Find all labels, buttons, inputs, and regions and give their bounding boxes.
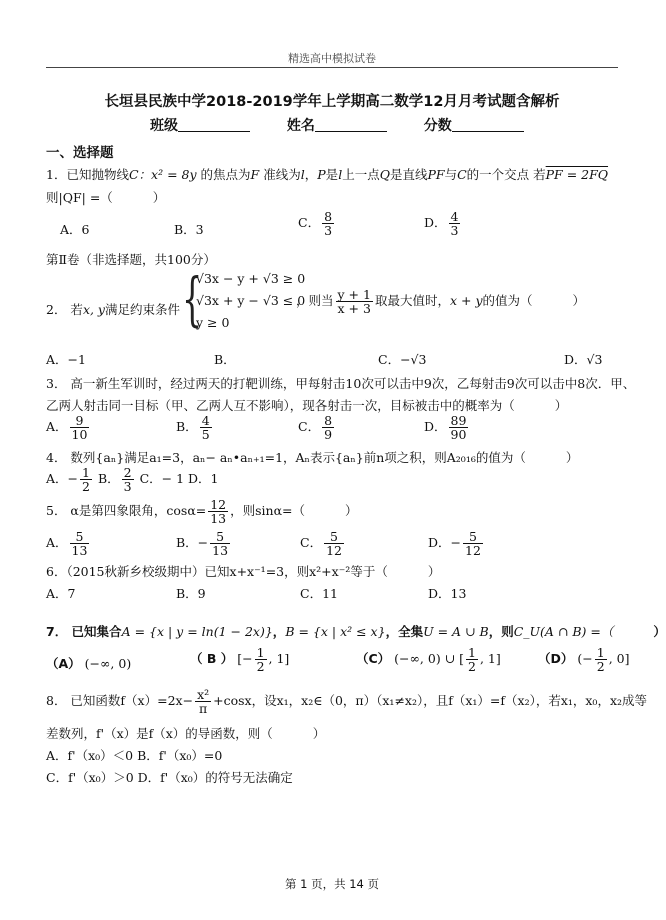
q5-option-d [428,530,485,557]
q7-d-label: （D） [538,651,574,667]
q1-option-a: A．6 [60,222,90,237]
q4-a-num: 1 [82,465,90,480]
q5-option-b [176,530,232,557]
class-blank [178,117,250,132]
q3-line2-text: 乙两人射击同一目标（甲、乙两人互不影响），现各射击一次，目标被击中的概率为（ [46,398,515,413]
part2-heading: 第Ⅱ卷（非选择题，共100分） [46,252,216,267]
q5-option-c [300,530,346,557]
q5-d-den: 12 [465,543,481,559]
q4-line1-text: 4． 数列{aₙ}满足a₁=3，aₙ− aₙ•aₙ₊₁=1，Aₙ表示{aₙ}前n项之积，则A₂₀₁₆的值为（ [46,450,526,465]
q1-eq: ：x² = 8y [138,167,197,182]
q5-cos: cosα= [166,503,207,519]
q7-c-pre: (−∞, 0) ∪ [ [394,651,465,667]
q3-line2 [46,396,567,414]
q4-line1-end: ） [565,450,579,465]
q7-c-num: 1 [468,645,476,660]
q1-line2 [46,188,165,206]
name-blank [315,117,387,132]
q3-b-num: 4 [201,413,210,428]
q7-set-a: A = {x | y = ln(1 − 2x)} [121,624,273,639]
q8-prefix: 8． 已知函数f（x）=2x− [46,693,194,709]
q1-option-b: B．3 [174,222,204,237]
q7-prefix: 7． 已知集合 [46,624,122,639]
q5-b-den: 13 [212,543,229,559]
q3-a-label: A． [46,419,68,435]
q2-t2: ，则当 [296,293,334,309]
q2-t3: 取最大值时， [374,293,450,309]
q1-t6: 是直线 [389,167,428,182]
q2-frac-num: y + 1 [337,287,371,302]
q5-a-label: A． [46,535,68,551]
q2-ineq-3: y ≥ 0 [196,315,230,330]
q1-q: Q [379,167,390,182]
q5-num: 12 [210,497,227,512]
q1-option-d-label: D． [424,215,447,231]
q3-d-label: D． [424,419,447,435]
q7-option-a [46,654,131,672]
q5-suffix-end: ） [345,503,358,519]
q3-line2-end: ） [554,398,568,413]
q2-option-d: D．√3 [564,352,603,367]
q4-options [46,466,219,493]
q4-line1 [46,448,578,466]
q5-c-den: 12 [326,543,342,559]
q3-line1: 3． 高一新生军训时，经过两天的打靶训练，甲每射击10次可以击中9次，乙每射击9次可以击中8次．甲、 [46,376,636,391]
page-title: 长垣县民族中学2018-2019学年上学期高二数学12月月考试题含解析 [104,94,560,110]
q1-c2: C [457,167,467,182]
q1-stem [46,165,608,183]
q2-ineq-1: √3x − y + √3 ≥ 0 [196,271,306,286]
q7-stem [46,622,666,640]
q8-stem [46,688,647,715]
section-heading: 一、选择题 [46,145,114,161]
q2-ineq-2: √3x + y − √3 ≤ 0 [196,293,306,308]
q2-option-c: C．−√3 [378,352,427,367]
q5-d-num: 5 [463,530,483,544]
q2-option-a: A．−1 [46,352,86,367]
q1-d-den: 3 [450,223,459,239]
q1-c: C [128,167,139,182]
q7-end: ） [653,624,666,639]
q5-stem [46,498,358,525]
q5-prefix: 5． α是第四象限角， [46,503,167,519]
q1-line2-end: ） [152,190,166,205]
q7-d-post: , 0] [608,651,630,667]
q7-c-label: （C） [356,651,391,667]
student-info [150,115,556,135]
q6-line1-text: 6．（2015秋新乡校级期中）已知x+x⁻¹=3，则x²+x⁻²等于（ [46,564,388,579]
q2-prefix: 2． 若 [46,302,83,317]
q1-option-d [424,210,462,237]
q1-t4: 是 [325,167,339,182]
name-label: 姓名 [286,118,315,134]
q2-t4: 的值为（ [482,293,533,309]
q2-option-b: B． [214,352,236,367]
page-footer: 第 1 页，共 14 页 [284,877,380,891]
q3-d-num: 89 [450,413,467,428]
score-label: 分数 [423,118,452,134]
q5-a-den: 13 [71,543,88,559]
q2-xpy: x + y [449,293,483,309]
q3-d-den: 90 [450,427,467,443]
q6-line1 [46,562,440,580]
q7-universal: U = A ∪ B [423,624,489,639]
q3-option-b [176,414,214,441]
q1-prefix: 1．已知抛物线 [46,167,129,182]
q4-b-num: 2 [123,465,132,480]
q5-den: 13 [210,511,227,527]
q7-complement: C_U(A ∩ B) =（ [513,624,614,639]
q8-den: π [198,701,208,717]
q3-option-d [424,414,470,441]
q4-a-label: A．− [46,471,79,487]
q7-c-post: , 1] [479,651,501,667]
q1-f: F [250,167,260,182]
q2-t5: ） [572,293,586,309]
q2-brace: { [182,265,203,333]
q2-xy: x, y [82,302,105,317]
q1-t1: 的焦点为 [200,167,251,182]
q6-option-b: B．9 [176,586,206,601]
q4-b-den: 3 [123,479,132,495]
q1-option-c [298,210,336,237]
q7-d-num: 1 [596,645,605,660]
q3-c-num: 8 [324,413,333,428]
q5-option-a [46,530,91,557]
q3-a-num: 9 [70,414,90,428]
q1-c-num: 8 [324,209,333,224]
q7-b-pre: [− [237,651,253,667]
q1-t2: 准线为 [263,167,301,182]
q2-tail [296,288,585,315]
q6-option-c: C．11 [300,586,338,601]
q1-t5: 上一点 [342,167,380,182]
q5-b-num: 5 [210,530,230,544]
q8-options-ab: A．f'（x₀）＜0 B．f'（x₀）=0 [46,748,223,763]
q7-t1: ， [272,624,286,639]
q3-c-label: C． [298,419,321,435]
q1-vector: PF = 2FQ [545,167,609,182]
q4-cd-options: C．− 1 D．1 [139,471,219,487]
header-text: 精选高中模拟试卷 [288,52,376,65]
q2-prefix-line [46,300,180,318]
q7-t2: ，全集 [385,624,424,639]
q1-l: l [300,167,305,182]
q7-d-den: 2 [596,659,605,675]
q1-option-c-label: C． [298,215,321,231]
q1-t8: 的一个交点 若 [466,167,546,182]
q5-c-label: C． [300,535,323,551]
q7-b-den: 2 [256,659,265,675]
q1-l2: l [338,167,343,182]
q3-option-a [46,414,91,441]
q7-set-b: B = {x | x² ≤ x} [285,624,386,639]
q7-b-post: , 1] [268,651,290,667]
q7-d-pre: (− [577,651,593,667]
q5-suffix: ，则sinα=（ [230,503,306,519]
q7-a-label: （A） [46,656,81,671]
q3-b-den: 5 [201,427,210,443]
q8-line2-text: 差数列，f'（x）是f（x）的导函数，则（ [46,726,273,741]
q1-pf: PF [427,167,445,182]
q1-c-den: 3 [324,223,333,239]
q4-b-label: B． [97,471,120,487]
q4-a-den: 2 [82,479,90,495]
q6-line1-end: ） [427,564,441,579]
q1-t7: 与 [444,167,458,182]
q8-num: x² [197,687,210,702]
q2-frac-den: x + 3 [337,301,371,317]
q5-a-num: 5 [70,530,90,544]
q7-c-den: 2 [468,659,476,675]
q5-d-label: D．− [428,535,461,551]
q1-t3: ， [304,167,318,182]
class-label: 班级 [150,118,178,134]
q5-c-num: 5 [324,530,344,544]
q6-option-a: A．7 [46,586,76,601]
q7-b-label: （ B ） [190,651,234,667]
q2-system [196,268,305,334]
q7-option-d [538,646,629,673]
q8-options-cd: C．f'（x₀）＞0 D．f'（x₀）的符号无法确定 [46,770,293,785]
q5-b-label: B．− [176,535,209,551]
q1-line2-text: 则|QF| =（ [46,190,113,205]
q7-t3: ，则 [488,624,514,639]
q3-b-label: B． [176,419,198,435]
q2-t1: 满足约束条件 [105,302,181,317]
q8-line2-end: ） [312,726,326,741]
q7-a-value: (−∞, 0) [84,656,132,671]
header-rule [46,67,618,68]
q3-a-den: 10 [71,427,88,443]
q7-b-num: 1 [256,645,265,660]
q8-suffix: +cosx，设x₁，x₂∈（0，π）（x₁≠x₂），且f（x₁）=f（x₂），若x₁，x₀，x₂成等 [213,693,648,709]
q3-option-c [298,414,336,441]
q8-line2 [46,724,325,742]
q6-option-d: D．13 [428,586,467,601]
q7-option-b [190,646,289,673]
q1-d-num: 4 [450,209,459,224]
q1-p: P [317,167,326,182]
q3-c-den: 9 [324,427,333,443]
q7-option-c [356,646,501,673]
score-blank [452,117,524,132]
